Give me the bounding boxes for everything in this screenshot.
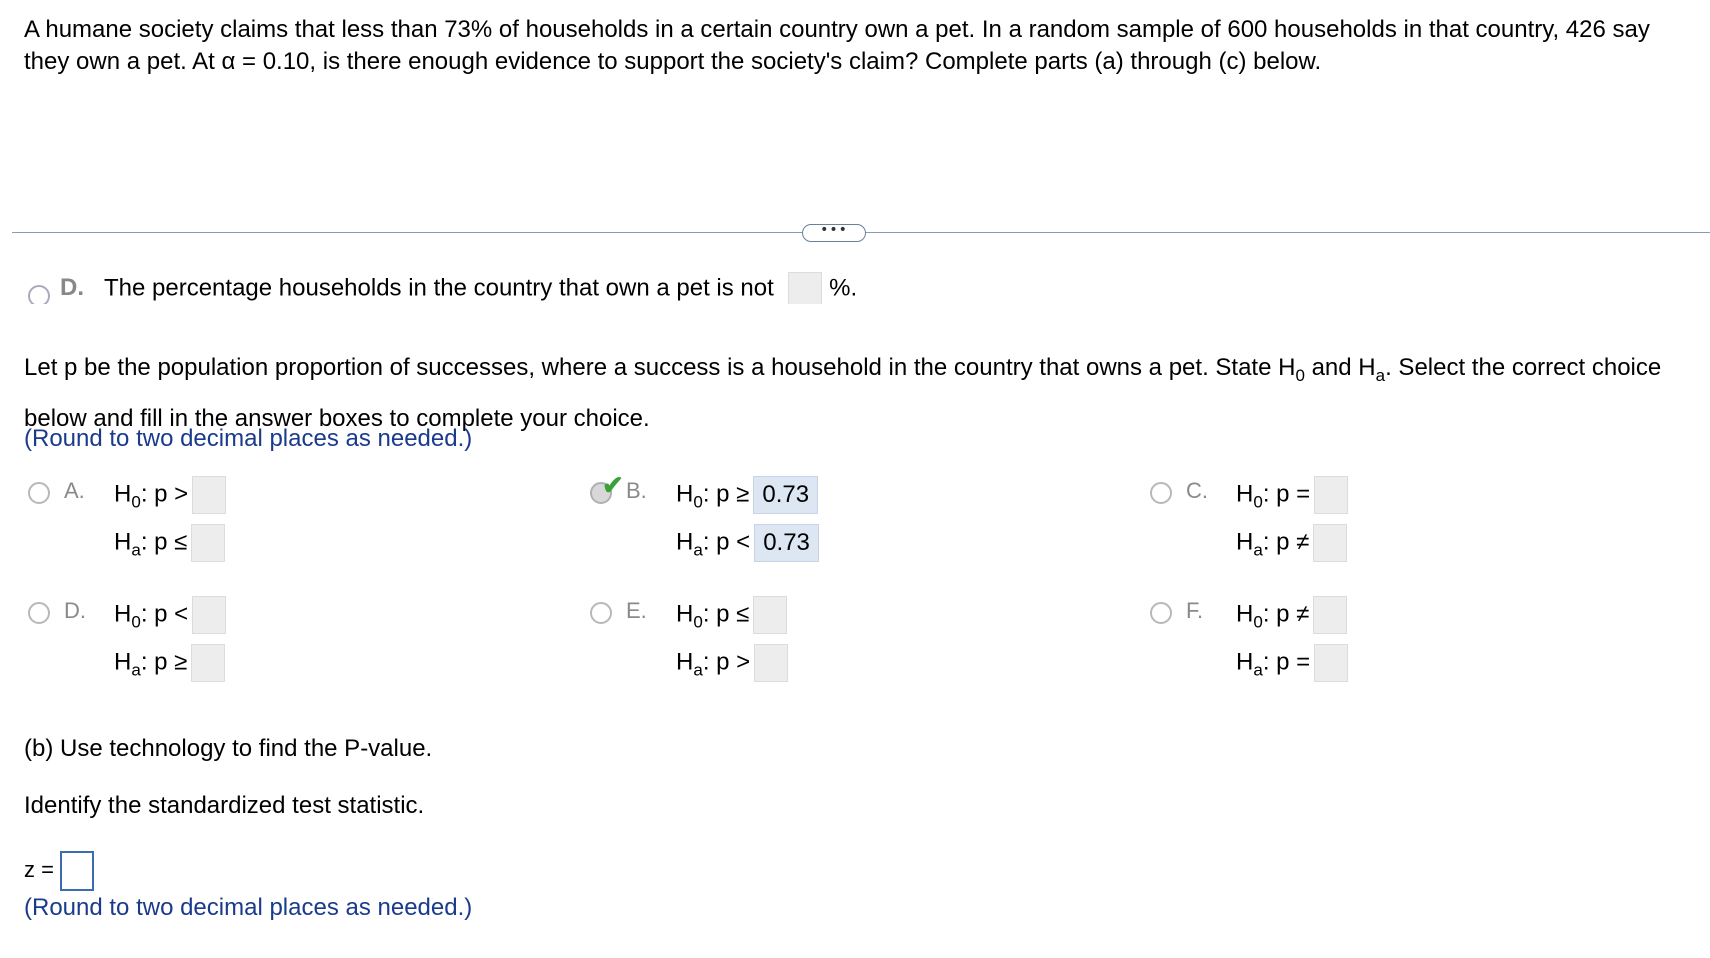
h0-sub: 0 — [131, 492, 141, 512]
expand-more-button[interactable]: ••• — [802, 224, 866, 242]
alternative-hypothesis — [676, 644, 788, 687]
ha-label: H — [114, 648, 132, 676]
h0-relation: : p ≠ — [1262, 600, 1310, 628]
choice-letter: F. — [1186, 598, 1204, 623]
ha-relation: : p < — [702, 528, 751, 556]
h0-label: H — [676, 600, 694, 628]
ha-label: H — [1236, 648, 1254, 676]
alternative-hypothesis — [114, 644, 225, 687]
ha-sub: a — [693, 540, 703, 560]
part-b-heading: (b) Use technology to find the P-value. — [24, 735, 433, 762]
h0-value-box[interactable] — [1314, 476, 1348, 514]
ha-relation: : p ≥ — [140, 648, 188, 676]
choice-letter: A. — [64, 478, 85, 503]
h0-label: H — [114, 480, 132, 508]
null-hypothesis — [676, 596, 787, 639]
choice-letter: E. — [626, 598, 647, 623]
ha-label: H — [676, 528, 694, 556]
h0-relation: : p = — [1262, 480, 1311, 508]
z-statistic-row — [24, 850, 94, 891]
h0-value-box[interactable]: 0.73 — [753, 476, 818, 514]
ha-relation: : p ≠ — [1262, 528, 1310, 556]
null-hypothesis — [114, 476, 226, 519]
choice-radio-button[interactable] — [28, 602, 50, 624]
choice-radio-button[interactable] — [1150, 602, 1172, 624]
previous-radio-button[interactable] — [28, 285, 50, 304]
h0-value-box[interactable] — [192, 596, 226, 634]
null-hypothesis — [1236, 596, 1347, 639]
previous-answer-row — [28, 272, 857, 304]
alternative-hypothesis — [676, 524, 819, 567]
h0-label: H — [676, 480, 694, 508]
part-a-rounding-hint: (Round to two decimal places as needed.) — [24, 425, 473, 452]
h0-value-box[interactable] — [753, 596, 787, 634]
ha-sub: a — [1253, 540, 1263, 560]
z-input[interactable] — [60, 851, 94, 891]
h0-sub: 0 — [1253, 492, 1263, 512]
h0-sub: 0 — [131, 612, 141, 632]
ha-sub: a — [1253, 660, 1263, 680]
ha-sub: a — [693, 660, 703, 680]
ha-label: H — [1236, 528, 1254, 556]
null-hypothesis — [114, 596, 226, 639]
h0-sub: 0 — [1253, 612, 1263, 632]
choice-letter: D. — [64, 598, 86, 623]
alternative-hypothesis — [114, 524, 225, 567]
prompt-sub-a: a — [1375, 365, 1386, 385]
ha-value-box[interactable]: 0.73 — [754, 524, 819, 562]
ha-label: H — [676, 648, 694, 676]
prompt-text-and: and H — [1304, 354, 1376, 381]
h0-label: H — [1236, 480, 1254, 508]
choice-letter: B. — [626, 478, 647, 503]
ha-relation: : p ≤ — [140, 528, 188, 556]
h0-relation: : p ≤ — [702, 600, 750, 628]
part-b-rounding-hint: (Round to two decimal places as needed.) — [24, 894, 473, 921]
h0-sub: 0 — [693, 612, 703, 632]
h0-relation: : p > — [140, 480, 189, 508]
alternative-hypothesis — [1236, 524, 1347, 567]
question-text: A humane society claims that less than 73% of households in a certain country own a pet. In a random sample of 600 households in that country, 426 say they own a pet. At α = 0.10, is there enough evidence to support the society's claim? Complete parts (a) through (c) below. — [24, 16, 1650, 75]
previous-answer-box[interactable] — [788, 272, 822, 304]
ha-sub: a — [131, 540, 141, 560]
choice-letter: C. — [1186, 478, 1208, 503]
choice-radio-button[interactable] — [1150, 482, 1172, 504]
previous-choice-text: The percentage households in the country that own a pet is not — [104, 274, 774, 302]
previous-choice-letter: D. — [60, 274, 84, 302]
null-hypothesis — [676, 476, 818, 519]
h0-relation: : p ≥ — [702, 480, 750, 508]
h0-label: H — [1236, 600, 1254, 628]
h0-label: H — [114, 600, 132, 628]
z-label: z = — [24, 857, 54, 882]
null-hypothesis — [1236, 476, 1348, 519]
alternative-hypothesis — [1236, 644, 1348, 687]
ha-value-box[interactable] — [191, 644, 225, 682]
part-b-instruction: Identify the standardized test statistic. — [24, 792, 425, 819]
ha-relation: : p = — [1262, 648, 1311, 676]
prompt-text-1: Let p be the population proportion of successes, where a success is a household in the country that owns a pet. State H — [24, 354, 1296, 381]
ha-label: H — [114, 528, 132, 556]
ha-value-box[interactable] — [191, 524, 225, 562]
h0-value-box[interactable] — [1313, 596, 1347, 634]
h0-relation: : p < — [140, 600, 189, 628]
ha-relation: : p > — [702, 648, 751, 676]
ha-sub: a — [131, 660, 141, 680]
prompt-sub-0: 0 — [1295, 365, 1305, 385]
h0-sub: 0 — [693, 492, 703, 512]
previous-choice-suffix: %. — [829, 274, 858, 302]
checkmark-icon: ✔ — [602, 470, 624, 500]
ha-value-box[interactable] — [1313, 524, 1347, 562]
ha-value-box[interactable] — [754, 644, 788, 682]
h0-value-box[interactable] — [192, 476, 226, 514]
choice-radio-button[interactable] — [28, 482, 50, 504]
prompt-text-2: . Select the correct choice below and fill in the answer boxes to complete your choice. — [24, 354, 1662, 432]
ha-value-box[interactable] — [1314, 644, 1348, 682]
choice-radio-button[interactable] — [590, 602, 612, 624]
